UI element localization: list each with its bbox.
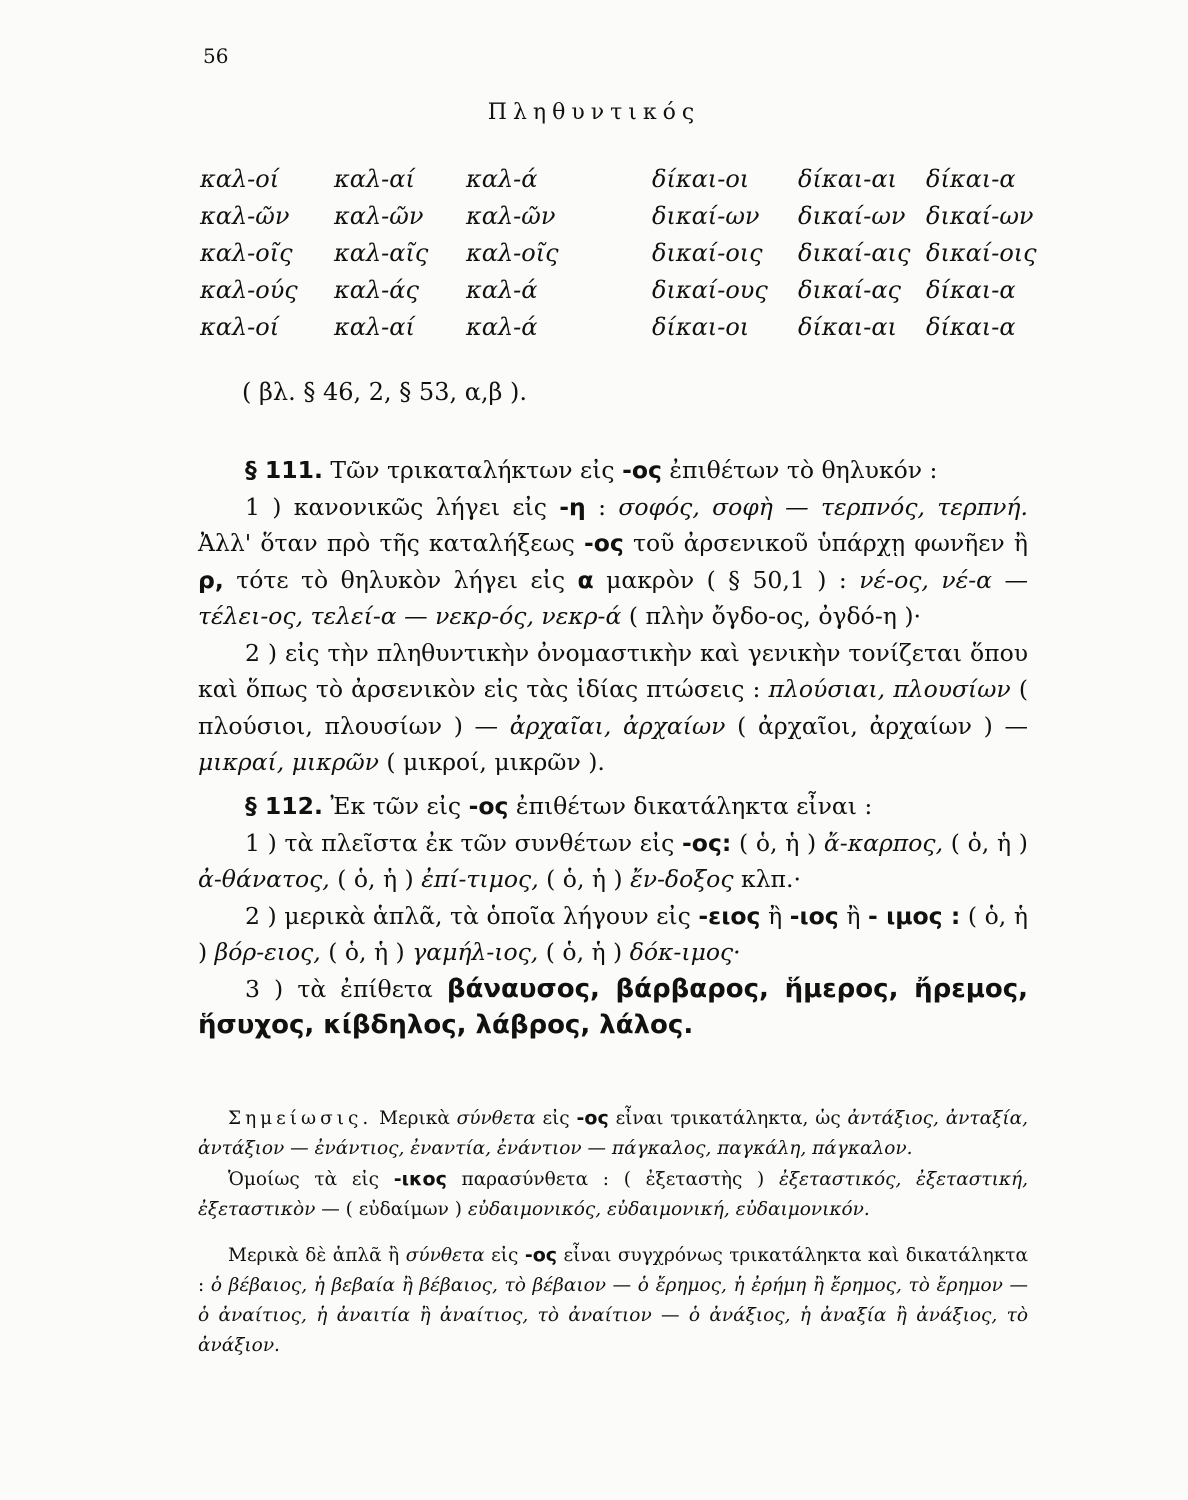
example: γαμήλ-ιος,	[412, 938, 539, 966]
example: ἀντάξιος, ἀνταξία, ἀντάξιον — ἐνάντιος, ἐναντία, ἐνάντιον — πάγκαλος, παγκάλη, πάγκαλον.	[198, 1108, 1028, 1159]
note-paragraph-3	[198, 1240, 1028, 1361]
text: Ἐκ τῶν εἰς	[330, 792, 462, 820]
table-cell: δικαί-ους	[652, 276, 768, 304]
example: βόρ-ειος,	[214, 938, 321, 966]
example: ἐπί-τιμος,	[421, 865, 539, 893]
table-cell: δίκαι-οι	[652, 313, 750, 341]
example: εὐδαιμονικός, εὐδαιμονική, εὐδαιμονικόν.	[467, 1199, 870, 1220]
section-112	[198, 788, 1028, 1044]
table-cell: καλ-αί	[334, 165, 415, 193]
ending: -ιος	[789, 901, 839, 930]
text: Ὁμοίως τὰ εἰς	[228, 1169, 380, 1190]
example: ἄ-καρπος,	[823, 828, 944, 857]
table-cell: δικαί-ων	[798, 202, 906, 230]
table-cell: δίκαι-αι	[798, 313, 897, 341]
text: Ἀλλ' ὅταν πρὸ τῆς καταλήξεως	[198, 529, 575, 557]
table-cell: δικαί-ας	[798, 276, 901, 304]
text: εἶναι συγχρόνως τρικατάληκτα καὶ δικατάληκτα :	[198, 1245, 1028, 1296]
ending: -ος	[622, 456, 662, 484]
ending: -ος	[576, 1107, 609, 1129]
text: ( μικροί, μικρῶν ).	[386, 748, 605, 776]
table-cell: καλ-οῖς	[466, 239, 559, 267]
text: ( ὁ, ἡ )	[545, 938, 623, 966]
table-cell: καλ-οί	[200, 313, 280, 341]
ending: -ικος	[393, 1168, 447, 1190]
table-cell: καλ-οῖς	[200, 239, 293, 267]
table-cell: δικαί-ων	[652, 202, 760, 230]
ending: -ος	[583, 529, 624, 557]
text: Τῶν τρικαταλήκτων εἰς	[330, 456, 615, 484]
table-cell: δικαί-αις	[798, 239, 911, 267]
text: 1 ) τὰ πλεῖστα ἐκ τῶν συνθέτων εἰς	[245, 828, 675, 857]
note-label: Σημείωσις.	[228, 1108, 373, 1129]
table-cell: δίκαι-αι	[798, 165, 897, 193]
ending: -ος	[524, 1244, 558, 1266]
example: σοφός, σοφὴ — τερπνός, τερπνή.	[618, 492, 1028, 521]
example: μικραί, μικρῶν	[198, 748, 379, 776]
note-paragraph-1	[198, 1103, 1028, 1164]
text: ( ἀρχαῖοι, ἀρχαίων ) —	[737, 711, 1028, 740]
text: τότε τὸ θηλυκὸν λήγει εἰς	[236, 565, 565, 594]
ending: ρ,	[198, 565, 224, 594]
table-cell: καλ-οί	[200, 165, 280, 193]
ending: α	[577, 565, 594, 594]
section-111-intro	[198, 452, 1028, 489]
text: — ( εὐδαίμων )	[321, 1199, 462, 1220]
table-cell: δίκαι-οι	[652, 165, 750, 193]
section-111-rule-1	[198, 489, 1028, 635]
text: 2 ) μερικὰ ἁπλᾶ, τὰ ὁποῖα λήγουν εἰς	[245, 901, 691, 930]
note-block	[198, 1103, 1028, 1361]
table-cell: δίκαι-α	[926, 276, 1016, 304]
example: ἐξεταστικός, ἐξεταστική, ἐξεταστικὸν	[198, 1169, 1028, 1220]
ending: -ος:	[682, 828, 732, 857]
table-cell: καλ-ά	[466, 313, 538, 341]
table-row	[200, 165, 1040, 202]
text: ( πλὴν ὄγδο-ος, ὀγδό-η )·	[628, 602, 921, 630]
table-cell: καλ-ά	[466, 276, 538, 304]
example: ἀρχαῖαι, ἀρχαίων	[509, 711, 726, 740]
table-cell: καλ-ῶν	[466, 202, 556, 230]
adjective-list: βάναυσος, βάρβαρος, ἥμερος, ἤρεμος, ἥσυχος, κίβδηλος, λάβρος, λάλος.	[198, 973, 1028, 1040]
text: εἰς	[542, 1108, 570, 1129]
text: ἢ	[846, 901, 861, 930]
table-cell: δίκαι-α	[926, 313, 1016, 341]
section-111-rule-2	[198, 635, 1028, 781]
table-row	[200, 202, 1040, 239]
text: ( πλούσιοι, πλουσίων ) —	[198, 675, 1028, 740]
text: εἰς	[491, 1245, 519, 1266]
section-112-rule-3	[198, 971, 1028, 1044]
table-cell: καλ-ούς	[200, 276, 298, 304]
table-cell: καλ-ά	[466, 165, 538, 193]
section-112-intro	[198, 788, 1028, 825]
text: σύνθετα	[456, 1108, 536, 1129]
cross-reference: ( βλ. § 46, 2, § 53, α,β ).	[242, 378, 528, 406]
example: νέ-ος, νέ-α — τέλει-ος, τελεί-α — νεκρ-ός, νεκρ-ά	[198, 565, 1028, 630]
example: δόκ-ιμος·	[629, 938, 741, 966]
table-cell: δίκαι-α	[926, 165, 1016, 193]
section-112-rule-1	[198, 825, 1028, 898]
section-number: § 111.	[245, 456, 323, 484]
text: Μερικὰ	[379, 1108, 450, 1129]
note-paragraph-2	[198, 1164, 1028, 1225]
plural-declension-table	[200, 165, 1040, 350]
text: τοῦ ἀρσενικοῦ ὑπάρχῃ φωνῆεν ἢ	[632, 529, 1028, 557]
ending: - ιμος :	[868, 901, 961, 930]
table-row	[200, 239, 1040, 276]
text: ( ὁ, ἡ )	[739, 828, 817, 857]
text: σύνθετα	[405, 1245, 485, 1266]
page-number: 56	[203, 44, 229, 68]
text: ἢ	[768, 901, 783, 930]
text: ( ὁ, ἡ )	[546, 865, 623, 893]
table-row	[200, 313, 1040, 350]
text: ( ὁ, ἡ )	[337, 865, 414, 893]
section-number: § 112.	[245, 792, 323, 820]
table-cell: καλ-αῖς	[334, 239, 429, 267]
table-row	[200, 276, 1040, 313]
plural-heading: Πληθυντικός	[487, 100, 701, 125]
text: μακρὸν ( § 50,1 ) :	[606, 565, 847, 594]
text: παρασύνθετα : ( ἐξεταστὴς )	[461, 1169, 765, 1190]
example: ἀ-θάνατος,	[198, 865, 330, 893]
table-cell: καλ-άς	[334, 276, 419, 304]
section-112-rule-2	[198, 898, 1028, 971]
example: ἔν-δοξος	[630, 865, 734, 893]
ending: -η	[559, 492, 586, 521]
table-cell: δικαί-οις	[926, 239, 1037, 267]
text: 3 ) τὰ ἐπίθετα	[245, 974, 433, 1003]
table-cell: δικαί-ων	[926, 202, 1034, 230]
text: ἐπιθέτων τὸ θηλυκόν :	[669, 456, 938, 484]
table-cell: καλ-ῶν	[334, 202, 424, 230]
table-cell: δικαί-οις	[652, 239, 763, 267]
example: πλούσιαι, πλουσίων	[768, 675, 1011, 703]
text: κλπ.·	[740, 865, 801, 893]
text: ( ὁ, ἡ )	[950, 828, 1028, 857]
text: ἐπιθέτων δικατάληκτα εἶναι :	[515, 792, 873, 820]
text: 1 ) κανονικῶς λήγει εἰς	[245, 492, 547, 521]
text: 2 ) εἰς τὴν πληθυντικὴν ὀνομαστικὴν καὶ γενικὴν τονίζεται ὅπου καὶ ὅπως τὸ ἀρσενικὸν εἰς τὰς ἰδίας πτώσεις :	[198, 638, 1028, 703]
table-cell: καλ-ῶν	[200, 202, 290, 230]
example: ὁ βέβαιος, ἡ βεβαία ἢ βέβαιος, τὸ βέβαιον — ὁ ἔρημος, ἡ ἐρήμη ἢ ἔρημος, τὸ ἔρημον — ὁ ἀναίτιος, ἡ ἀναιτία ἢ ἀναίτιος, τὸ ἀναίτιον — ὁ ἀνάξιος, ἡ ἀναξία ἢ ἀνάξιος, τὸ ἀνάξιον.	[198, 1275, 1028, 1356]
table-cell: καλ-αί	[334, 313, 415, 341]
ending: -ειος	[698, 901, 761, 930]
ending: -ος	[468, 792, 509, 820]
text: εἶναι τρικατάληκτα, ὡς	[615, 1108, 841, 1129]
text: :	[598, 492, 607, 521]
text: ( ὁ, ἡ )	[198, 901, 1028, 966]
text: ( ὁ, ἡ )	[328, 938, 405, 966]
section-111	[198, 452, 1028, 781]
text: Μερικὰ δὲ ἁπλᾶ ἢ	[228, 1245, 400, 1266]
